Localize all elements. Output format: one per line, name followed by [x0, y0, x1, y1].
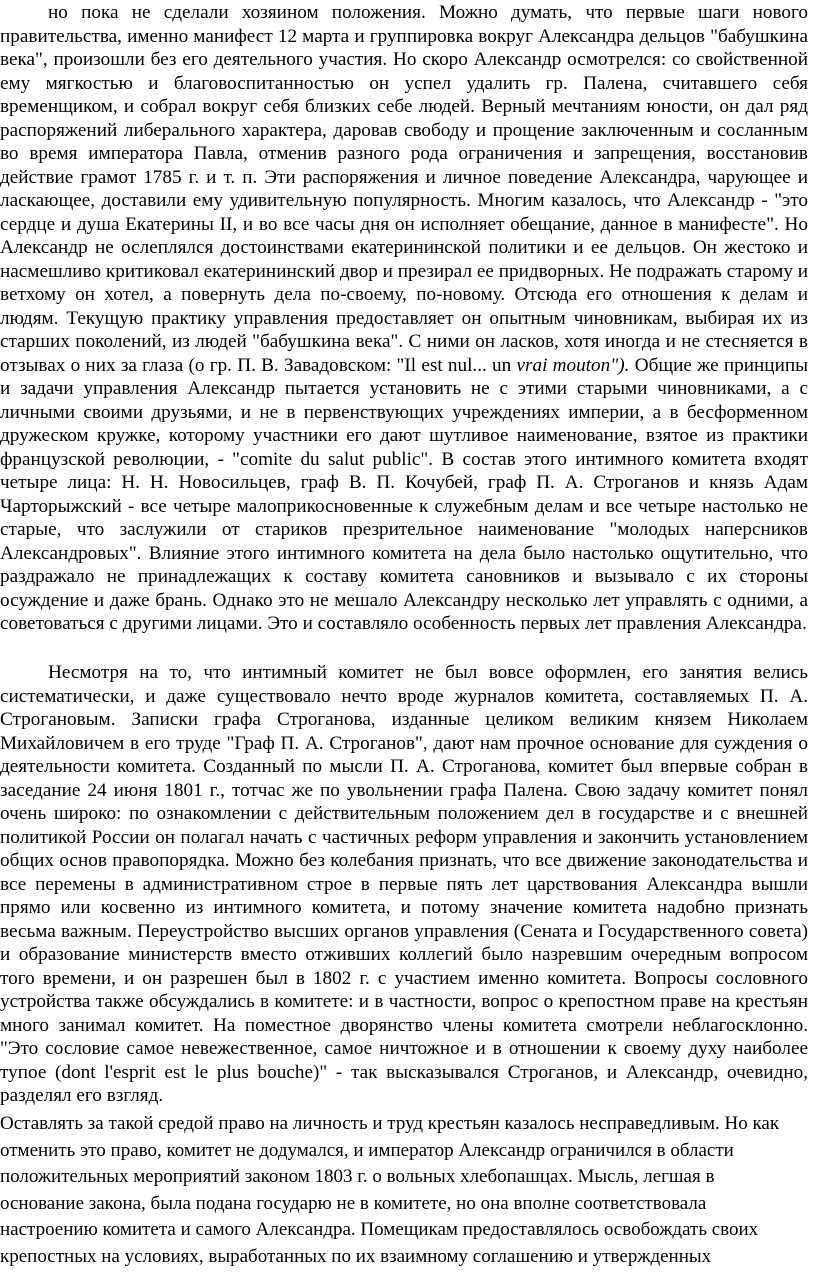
paragraph-1	[0, 1, 816, 636]
paragraph-1-text-a: но пока не сделали хозяином положения. Можно думать, что первые шаги нового правительства, именно манифест 12 марта и группировка вокруг Александра дельцов "бабушкина века", произошли без его деятельного участия. Но скоро Александр осмотрелся: со свойственной ему мягкостью и благовоспитанностью он успел удалить гр. Палена, считавшего себя временщиком, и собрал вокруг себя близких себе людей. Верный мечтаниям юности, он дал ряд распоряжений либерального характера, даровав свободу и прощение заключенным и сосланным во время императора Павла, отменив разного рода ограничения и запрещения, восстановив действие грамот 1785 г. и т. п. Эти распоряжения и личное поведение Александра, чарующее и ласкающее, доставили ему удивительную популярность. Многим казалось, что Александр - "это сердце и душа Екатерины II, и во все часы дня он исполняет обещание, данное в манифесте". Но Александр не ослеплялся достоинствами екатерининской политики и ее дельцов. Он жестоко и насмешливо критиковал екатерининский двор и презирал ее придворных. Не подражать старому и ветхому он хотел, а повернуть дела по-своему, по-новому. Отсюда его отношения к делам и людям. Текущую практику управления предоставляет он опытным чиновникам, выбирая их из старших поколений, из людей "бабушкина века". С ними он ласков, хотя иногда и не стесняется в отзывах о них за глаза (о гр. П. В. Завадовском: "Il est nul... un	[0, 2, 808, 376]
paragraph-1-text-b: Общие же принципы и задачи управления Александр пытается установить не с этими старыми чиновниками, а с личными своими друзьями, и не в первенствующих учреждениях империи, а в бесформенном дружеском кружке, которому участники его дают шутливое наименование, взятое из практики французской революции, - "comite du salut public". В состав этого интимного комитета входят четыре лица: Н. Н. Новосильцев, граф В. П. Кочубей, граф П. А. Строганов и князь Адам Чарторыжский - все четыре малоприкосновенные к служебным делам и все четыре настолько не старые, что заслужили от стариков презрительное наименование "молодых наперсников Александровых". Влияние этого интимного комитета на дела было настолько ощутительно, что раздражало не принадлежащих к составу комитета сановников и вызывало с их стороны осуждение и даже брань. Однако это не мешало Александру несколько лет управлять с одними, а советоваться с другими лицами. Это и составляло особенность первых лет правления Александра.	[0, 354, 809, 634]
paragraph-1-italic-quote: vrai mouton").	[516, 354, 630, 376]
paragraph-3: Оставлять за такой средой право на личность и труд крестьян казалось несправедливым. Но как отменить это право, комитет не додумался, и император Александр ограничился в области положительных мероприятий законом 1803 г. о вольных хлебопашцах. Мысль, легшая в основание закона, была подана государю не в комитете, но она вполне соответствовала настроению комитета и самого Александра. Помещикам предоставлялось освобождать своих крепостных на условиях, выработанных по их взаимному соглашению и утвержденных	[0, 1113, 780, 1267]
paragraph-2: Несмотря на то, что интимный комитет не был вовсе оформлен, его занятия велись систематически, и даже существовало нечто вроде журналов комитета, составляемых П. А. Строгановым. Записки графа Строганова, изданные целиком великим князем Николаем Михайловичем в его труде "Граф П. А. Строганов", дают нам прочное основание для суждения о деятельности комитета. Созданный по мысли П. А. Строганова, комитет был впервые собран в заседание 24 июня 1801 г., тотчас же по увольнении графа Палена. Свою задачу комитет понял очень широко: по ознакомлении с действительным положением дел в государстве и с внешней политикой России он полагал начать с частичных реформ управления и закончить установлением общих основ правопорядка. Можно без колебания признать, что все движение законодательства и все перемены в административном строе в первые пять лет царствования Александра вышли прямо или косвенно из интимного комитета, и потому значение комитета надобно признать весьма важным. Переустройство высших органов управления (Сената и Государственного совета) и образование министерств вместо отживших коллегий было назревшим очередным вопросом того времени, и он разрешен был в 1802 г. с участием именно комитета. Вопросы сословного устройства также обсуждались в комитете: и в частности, вопрос о крепостном праве на крестьян много занимал комитет. На поместное дворянство члены комитета смотрели неблагосклонно. "Это сословие самое невежественное, самое ничтожное и в отношении к своему духу наиболее тупое (dont l'esprit est le plus bouche)" - так высказывался Строганов, и Александр, очевидно, разделял его взгляд.	[0, 662, 808, 1106]
